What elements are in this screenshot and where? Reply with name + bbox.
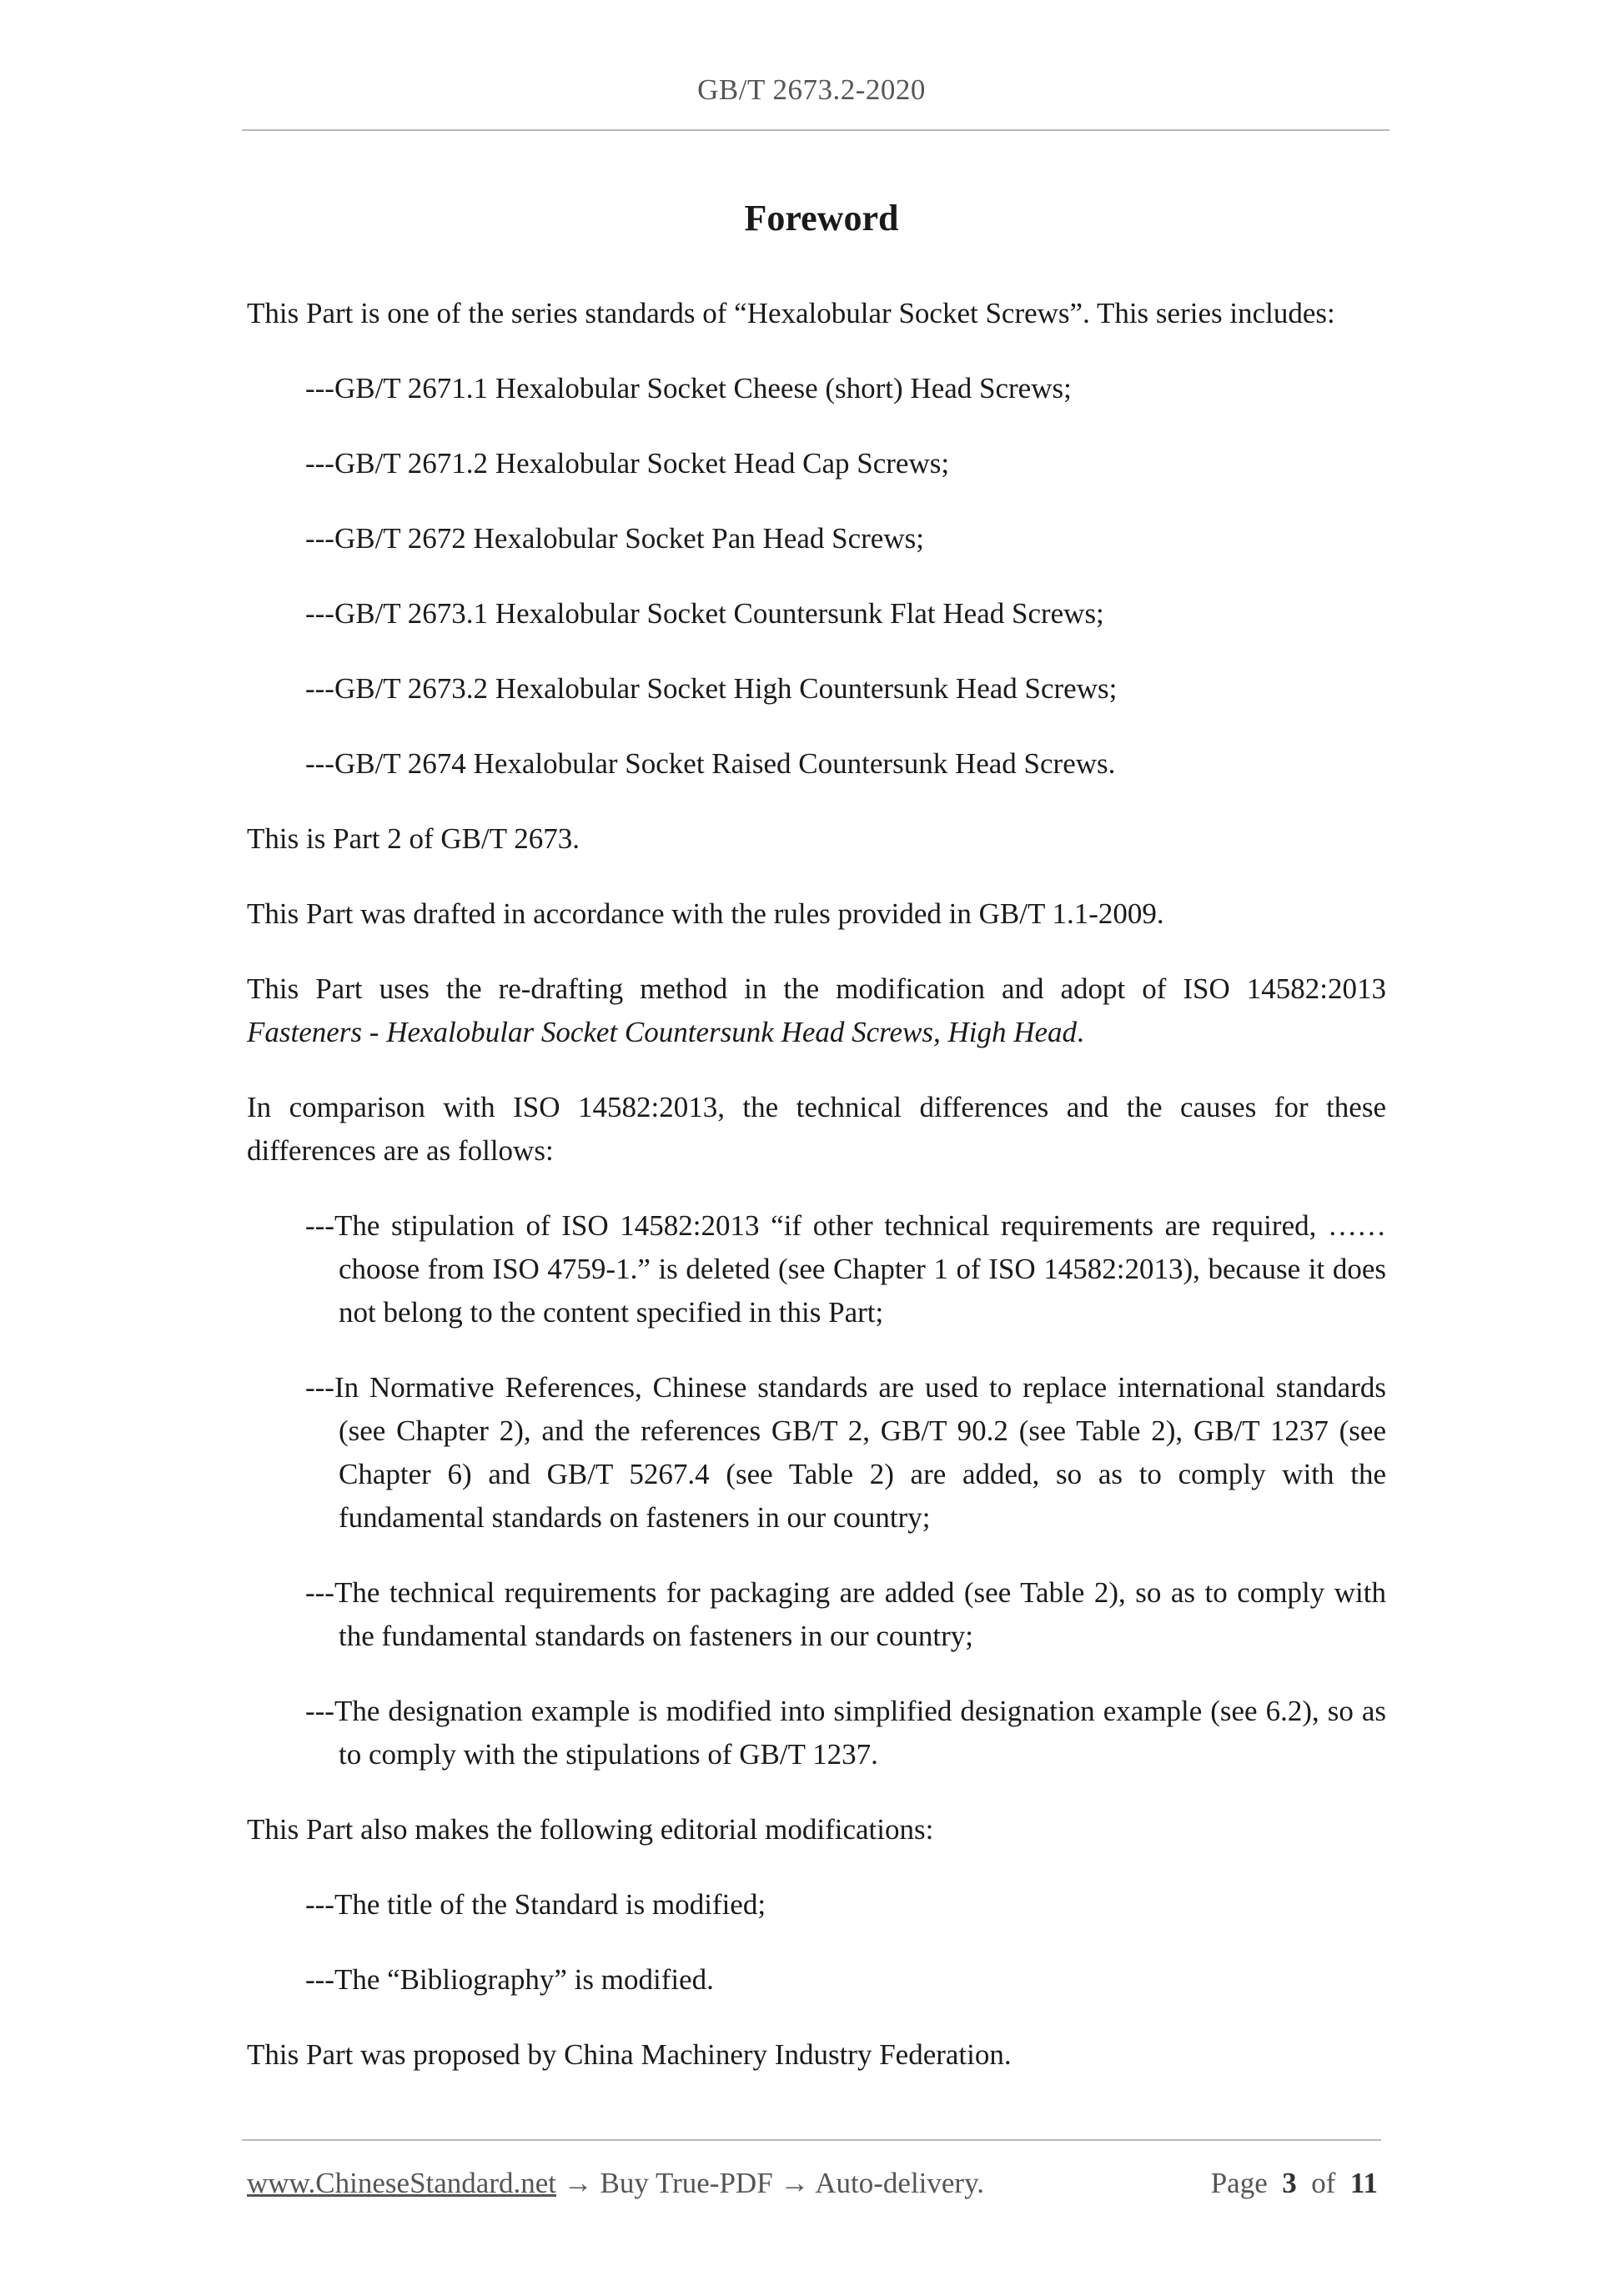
series-item: ---GB/T 2671.2 Hexalobular Socket Head Cap Screws; (305, 447, 950, 480)
technical-difference-item: ---In Normative References, Chinese standards are used to replace international standards (see Chapter 2), and the references GB/T 2, GB/T 90.2 (see Table 2), GB/T 1237 (see Chapter 6) and GB/T 5267.4 (see Table 2) are added, so as to comply with the fundamental standards on fasteners in our country; (305, 1371, 1386, 1534)
editorial-item: ---The “Bibliography” is modified. (305, 1963, 714, 1996)
series-item: ---GB/T 2671.1 Hexalobular Socket Cheese (short) Head Screws; (305, 372, 1072, 404)
page-number (1211, 2163, 1378, 2204)
page-label: Page (1210, 2167, 1268, 2199)
buy-true-pdf-text: Buy True-PDF (600, 2167, 773, 2199)
adopted-standard-title: Fasteners - Hexalobular Socket Countersunk Head Screws, High Head (247, 1016, 1078, 1048)
arrow-right-icon: → (563, 2167, 593, 2199)
arrow-right-icon: → (780, 2167, 810, 2199)
series-item: ---GB/T 2673.1 Hexalobular Socket Countersunk Flat Head Screws; (305, 597, 1104, 630)
drafting-statement: This Part was drafted in accordance with the rules provided in GB/T 1.1-2009. (247, 897, 1164, 930)
series-item: ---GB/T 2672 Hexalobular Socket Pan Head Screws; (305, 522, 924, 555)
page-header-standard-number: GB/T 2673.2-2020 (697, 73, 926, 106)
technical-difference-item: ---The stipulation of ISO 14582:2013 “if other technical requirements are required, …… choose from ISO 4759-1.” is deleted (see Chapter 1 of ISO 14582:2013), because it does not belong to the content specified in this Part; (305, 1209, 1386, 1329)
technical-difference-item: ---The technical requirements for packaging are added (see Table 2), so as to comply with the fundamental standards on fasteners in our country; (305, 1576, 1386, 1652)
comparison-intro-paragraph: In comparison with ISO 14582:2013, the technical differences and the causes for these differences are as follows: (247, 1091, 1386, 1167)
technical-difference-item: ---The designation example is modified into simplified designation example (see 6.2), so as to comply with the stipulations of GB/T 1237. (305, 1695, 1386, 1771)
page-of-label: of (1311, 2167, 1336, 2199)
page-total: 11 (1349, 2167, 1378, 2199)
series-item: ---GB/T 2673.2 Hexalobular Socket High Countersunk Head Screws; (305, 672, 1118, 705)
auto-delivery-text: Auto-delivery. (815, 2167, 985, 2199)
editorial-item: ---The title of the Standard is modified; (305, 1888, 766, 1921)
document-body (247, 193, 1386, 2108)
part-statement: This is Part 2 of GB/T 2673. (247, 822, 580, 855)
series-item: ---GB/T 2674 Hexalobular Socket Raised Countersunk Head Screws. (305, 747, 1116, 780)
header-divider (242, 129, 1389, 131)
editorial-intro-paragraph: This Part also makes the following editorial modifications: (247, 1813, 934, 1846)
footer-divider (242, 2139, 1381, 2141)
adoption-text: This Part uses the re-drafting method in the modification and adopt of ISO 14582:2013 (247, 972, 1386, 1005)
proposed-statement: This Part was proposed by China Machinery Industry Federation. (247, 2038, 1012, 2071)
adoption-end: . (1077, 1016, 1084, 1048)
series-intro-paragraph: This Part is one of the series standards of “Hexalobular Socket Screws”. This series includes: (247, 297, 1335, 329)
adoption-paragraph (247, 967, 1386, 1054)
page-current: 3 (1282, 2167, 1297, 2199)
footer-promo (247, 2163, 984, 2204)
page-title: Foreword (744, 198, 899, 239)
website-link[interactable]: www.ChineseStandard.net (247, 2167, 556, 2199)
